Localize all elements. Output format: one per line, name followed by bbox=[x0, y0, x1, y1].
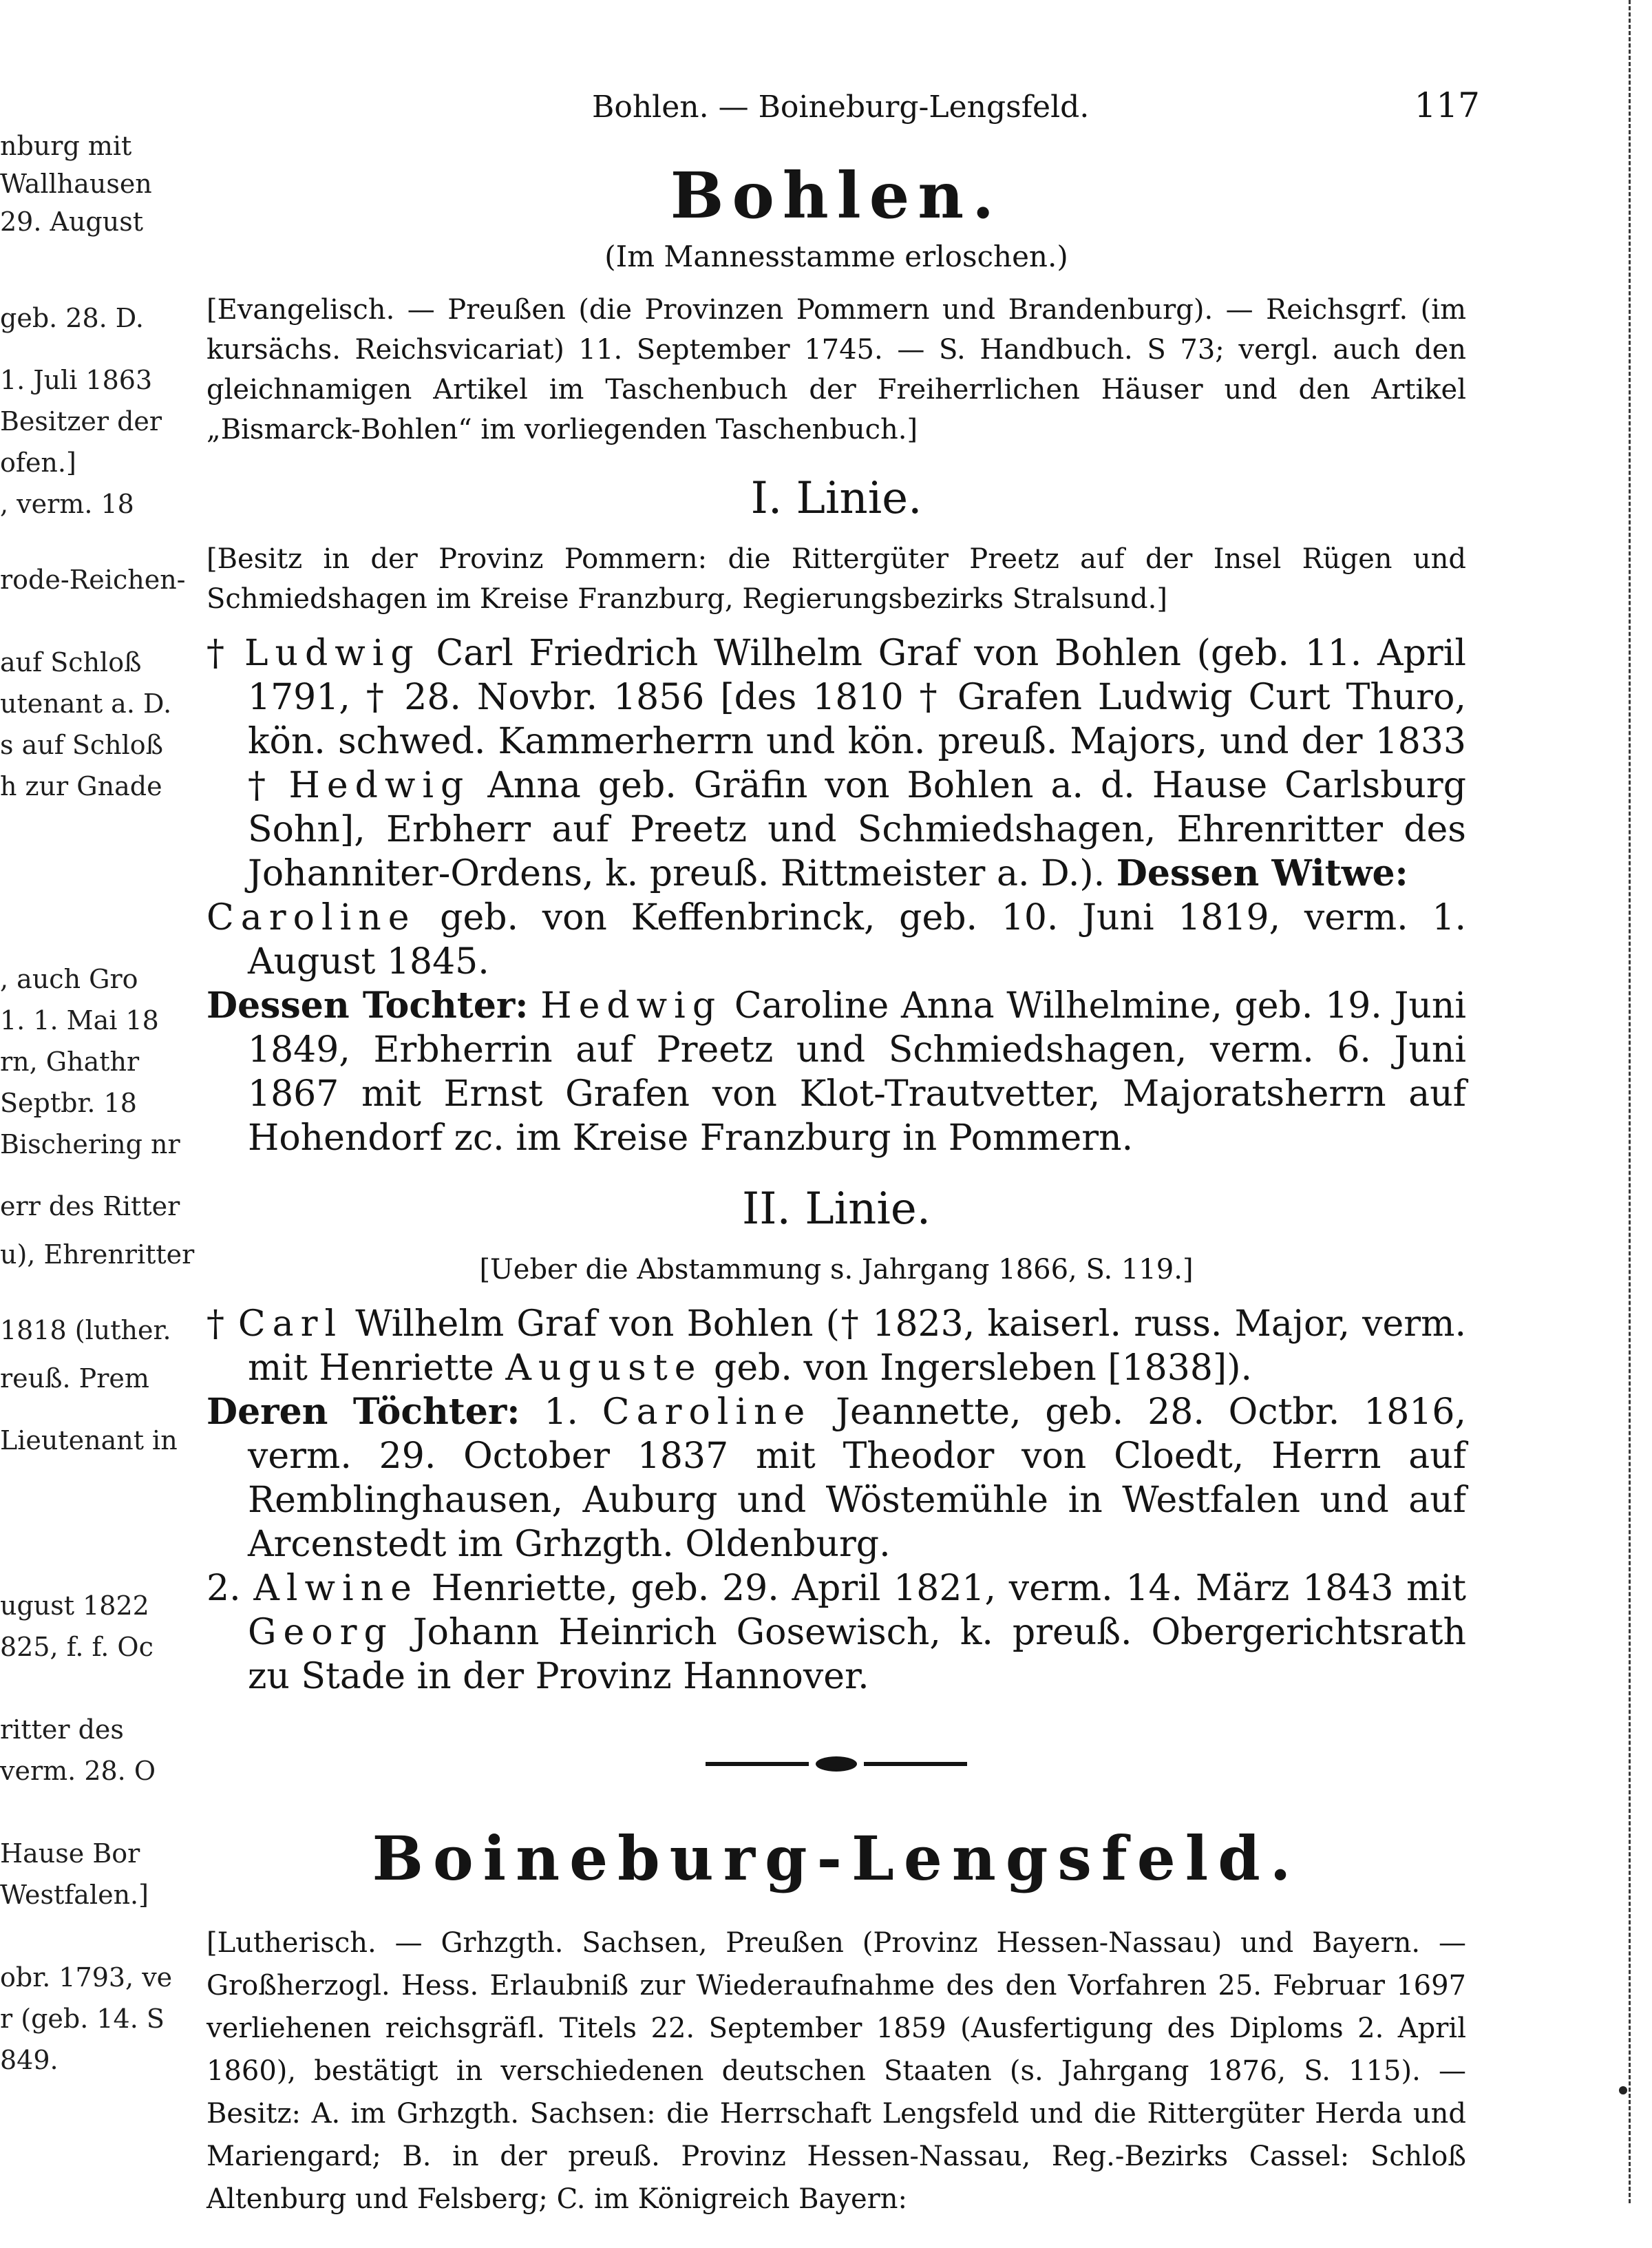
margin-fragment: , auch Gro bbox=[0, 964, 138, 994]
margin-fragment: ritter des bbox=[0, 1714, 124, 1745]
section-ornament bbox=[206, 1754, 1466, 1774]
family-intro-boineburg: [Lutherisch. — Grhzgth. Sachsen, Preußen (Provinz Hessen-Nassau) und Bayern. — Großherzogl. Hess. Erlaubniß zur Wiederaufnahme des den Vorfahren 25. Februar 1697 verliehenen reichsgräfl. Titels 22. September 1859 (Ausfertigung des Diploms 2. April 1860), bestätigt in verschiedenen deutschen Staaten (s. Jahrgang 1876, S. 115). — Besitz: A. im Grhzgth. Sachsen: die Herrschaft Lengsfeld und die Rittergüter Herda und Mariengard; B. in der preuß. Provinz Hessen-Nassau, Reg.-Bezirks Cassel: Schloß Altenburg und Felsberg; C. im Königreich Bayern: bbox=[206, 1927, 1466, 2215]
page-body bbox=[206, 76, 1480, 2248]
family-intro-bohlen: [Evangelisch. — Preußen (die Provinzen Pommern und Brandenburg). — Reichsgrf. (im kursächs. Reichsvicariat) 11. September 1745. — S. Handbuch. S 73; vergl. auch den gleichnamigen Artikel im Taschenbuch der Freiherrlichen Häuser und den Artikel „Bismarck-Bohlen“ im vorliegenden Taschenbuch.] bbox=[206, 294, 1466, 445]
right-edge-mark bbox=[1619, 2086, 1627, 2094]
person-name: Auguste bbox=[505, 1347, 703, 1389]
margin-fragment: 1. 1. Mai 18 bbox=[0, 1005, 159, 1036]
line2-entry-daughter-2 bbox=[206, 1566, 1466, 1699]
right-edge-dashed-line bbox=[1629, 0, 1633, 2203]
margin-fragment: r (geb. 14. S bbox=[0, 2004, 165, 2034]
entry-text: geb. von Keffenbrinck, geb. 10. Juni 1819, verm. 1. August 1845. bbox=[248, 897, 1466, 983]
running-head bbox=[206, 76, 1480, 138]
running-head-title: Bohlen. — Boineburg-Lengsfeld. bbox=[592, 90, 1090, 125]
left-margin-fragments bbox=[0, 0, 195, 2203]
margin-fragment: rn, Ghathr bbox=[0, 1047, 140, 1077]
widow-label: Dessen Witwe: bbox=[1116, 852, 1408, 894]
person-name: Georg bbox=[248, 1612, 394, 1653]
line1-entry-widow bbox=[206, 896, 1466, 984]
person-name: Caroline bbox=[206, 897, 416, 938]
line-heading-2: II. Linie. bbox=[741, 1184, 931, 1235]
margin-fragment: 1. Juli 1863 bbox=[0, 365, 153, 395]
entry-text: Anna geb. Gräfin von Bohlen a. d. Hause Carlsburg Sohn], Erbherr auf Preetz und Schmiedshagen, Ehrenritter des Johanniter-Ordens, k. preuß. Rittmeister a. D.). bbox=[248, 765, 1467, 894]
margin-fragment: obr. 1793, ve bbox=[0, 1962, 173, 1993]
margin-fragment: 1818 (luther. bbox=[0, 1315, 171, 1345]
margin-fragment: err des Ritter bbox=[0, 1191, 180, 1221]
line2-note: [Ueber die Abstammung s. Jahrgang 1866, S. 119.] bbox=[479, 1254, 1194, 1285]
margin-fragment: auf Schloß bbox=[0, 647, 142, 677]
person-name: Hedwig bbox=[540, 985, 723, 1027]
margin-fragment: 825, f. f. Oc bbox=[0, 1632, 153, 1662]
margin-fragment: s auf Schloß bbox=[0, 730, 164, 760]
margin-fragment: Septbr. 18 bbox=[0, 1088, 137, 1118]
person-name: Ludwig bbox=[244, 633, 421, 674]
margin-fragment: nburg mit bbox=[0, 131, 132, 161]
ornament-bar-left bbox=[706, 1762, 809, 1766]
line1-possession: [Besitz in der Provinz Pommern: die Rittergüter Preetz auf der Insel Rügen und Schmiedshagen im Kreise Franzburg, Regierungsbezirks Stralsund.] bbox=[206, 543, 1466, 615]
margin-fragment: rode-Reichen- bbox=[0, 565, 186, 595]
entry-text: Caroline Anna Wilhelmine, geb. 19. Juni 1849, Erbherrin auf Preetz und Schmiedshagen, verm. 6. Juni 1867 mit Ernst Grafen von Klot-Trautvetter, Majoratsherrn auf Hohendorf zc. im Kreise Franzburg in Pommern. bbox=[248, 985, 1466, 1159]
family-title-bohlen: Bohlen. bbox=[670, 158, 1003, 233]
margin-fragment: ofen.] bbox=[0, 448, 76, 478]
daughter-label: Dessen Tochter: bbox=[206, 985, 529, 1027]
margin-fragment: reuß. Prem bbox=[0, 1363, 149, 1394]
margin-fragment: Hause Bor bbox=[0, 1838, 140, 1869]
family-title-boineburg: Boineburg-Lengsfeld. bbox=[372, 1822, 1301, 1894]
page-number: 117 bbox=[1414, 85, 1480, 125]
ornament-center bbox=[816, 1756, 857, 1772]
margin-fragment: , verm. 18 bbox=[0, 489, 134, 519]
entry-text: geb. von Ingersleben [1838]). bbox=[702, 1347, 1253, 1389]
margin-fragment: Lieutenant in bbox=[0, 1425, 178, 1456]
person-name: Carl bbox=[237, 1303, 343, 1345]
line1-entry-ludwig bbox=[206, 631, 1466, 896]
margin-fragment: ugust 1822 bbox=[0, 1590, 149, 1621]
margin-fragment: 849. bbox=[0, 2045, 59, 2075]
entry-text: Wilhelm Graf von Bohlen († 1823, kaiserl. russ. Major, verm. mit Henriette bbox=[248, 1303, 1466, 1389]
cross-symbol: † bbox=[206, 633, 244, 674]
entry-text: Carl Friedrich Wilhelm Graf von Bohlen (geb. 11. April 1791, † 28. Novbr. 1856 [des 1810 † Grafen Ludwig Curt Thuro, kön. schwed. Kammerherrn und kön. preuß. Majors, und der 1833 † bbox=[248, 633, 1466, 806]
line-heading-1: I. Linie. bbox=[750, 473, 922, 524]
person-name: Alwine bbox=[253, 1568, 419, 1609]
margin-fragment: u), Ehrenritter bbox=[0, 1239, 195, 1270]
ornament-bar-right bbox=[864, 1762, 967, 1766]
cross-symbol: † bbox=[206, 1303, 238, 1345]
line1-entry-daughter bbox=[206, 984, 1466, 1160]
line2-entry-daughter-1 bbox=[206, 1390, 1466, 1566]
margin-fragment: utenant a. D. bbox=[0, 689, 172, 719]
line2-entry-carl bbox=[206, 1302, 1466, 1390]
margin-fragment: h zur Gnade bbox=[0, 771, 162, 801]
person-name: Hedwig bbox=[288, 765, 471, 806]
margin-fragment: Bischering nr bbox=[0, 1129, 180, 1159]
margin-fragment: Westfalen.] bbox=[0, 1880, 149, 1910]
person-name: Caroline bbox=[602, 1391, 812, 1433]
margin-fragment: Wallhausen bbox=[0, 169, 152, 199]
entry-text: 1. bbox=[520, 1391, 602, 1433]
entry-text: Jeannette, geb. 28. Octbr. 1816, verm. 29. October 1837 mit Theodor von Cloedt, Herrn auf Remblinghausen, Auburg und Wöstemühle in Westfalen und auf Arcenstedt im Grhzgth. Oldenburg. bbox=[248, 1391, 1467, 1565]
entry-text: Johann Heinrich Gosewisch, k. preuß. Obergerichtsrath zu Stade in der Provinz Hannover. bbox=[248, 1612, 1466, 1697]
entry-text: Henriette, geb. 29. April 1821, verm. 14. März 1843 mit bbox=[418, 1568, 1466, 1609]
margin-fragment: geb. 28. D. bbox=[0, 303, 144, 333]
margin-fragment: verm. 28. O bbox=[0, 1756, 156, 1786]
daughters-label: Deren Töchter: bbox=[206, 1391, 520, 1433]
margin-fragment: Besitzer der bbox=[0, 406, 162, 437]
margin-fragment: 29. August bbox=[0, 207, 143, 237]
family-subtitle: (Im Mannesstamme erloschen.) bbox=[604, 240, 1068, 273]
entry-text: 2. bbox=[206, 1568, 254, 1609]
